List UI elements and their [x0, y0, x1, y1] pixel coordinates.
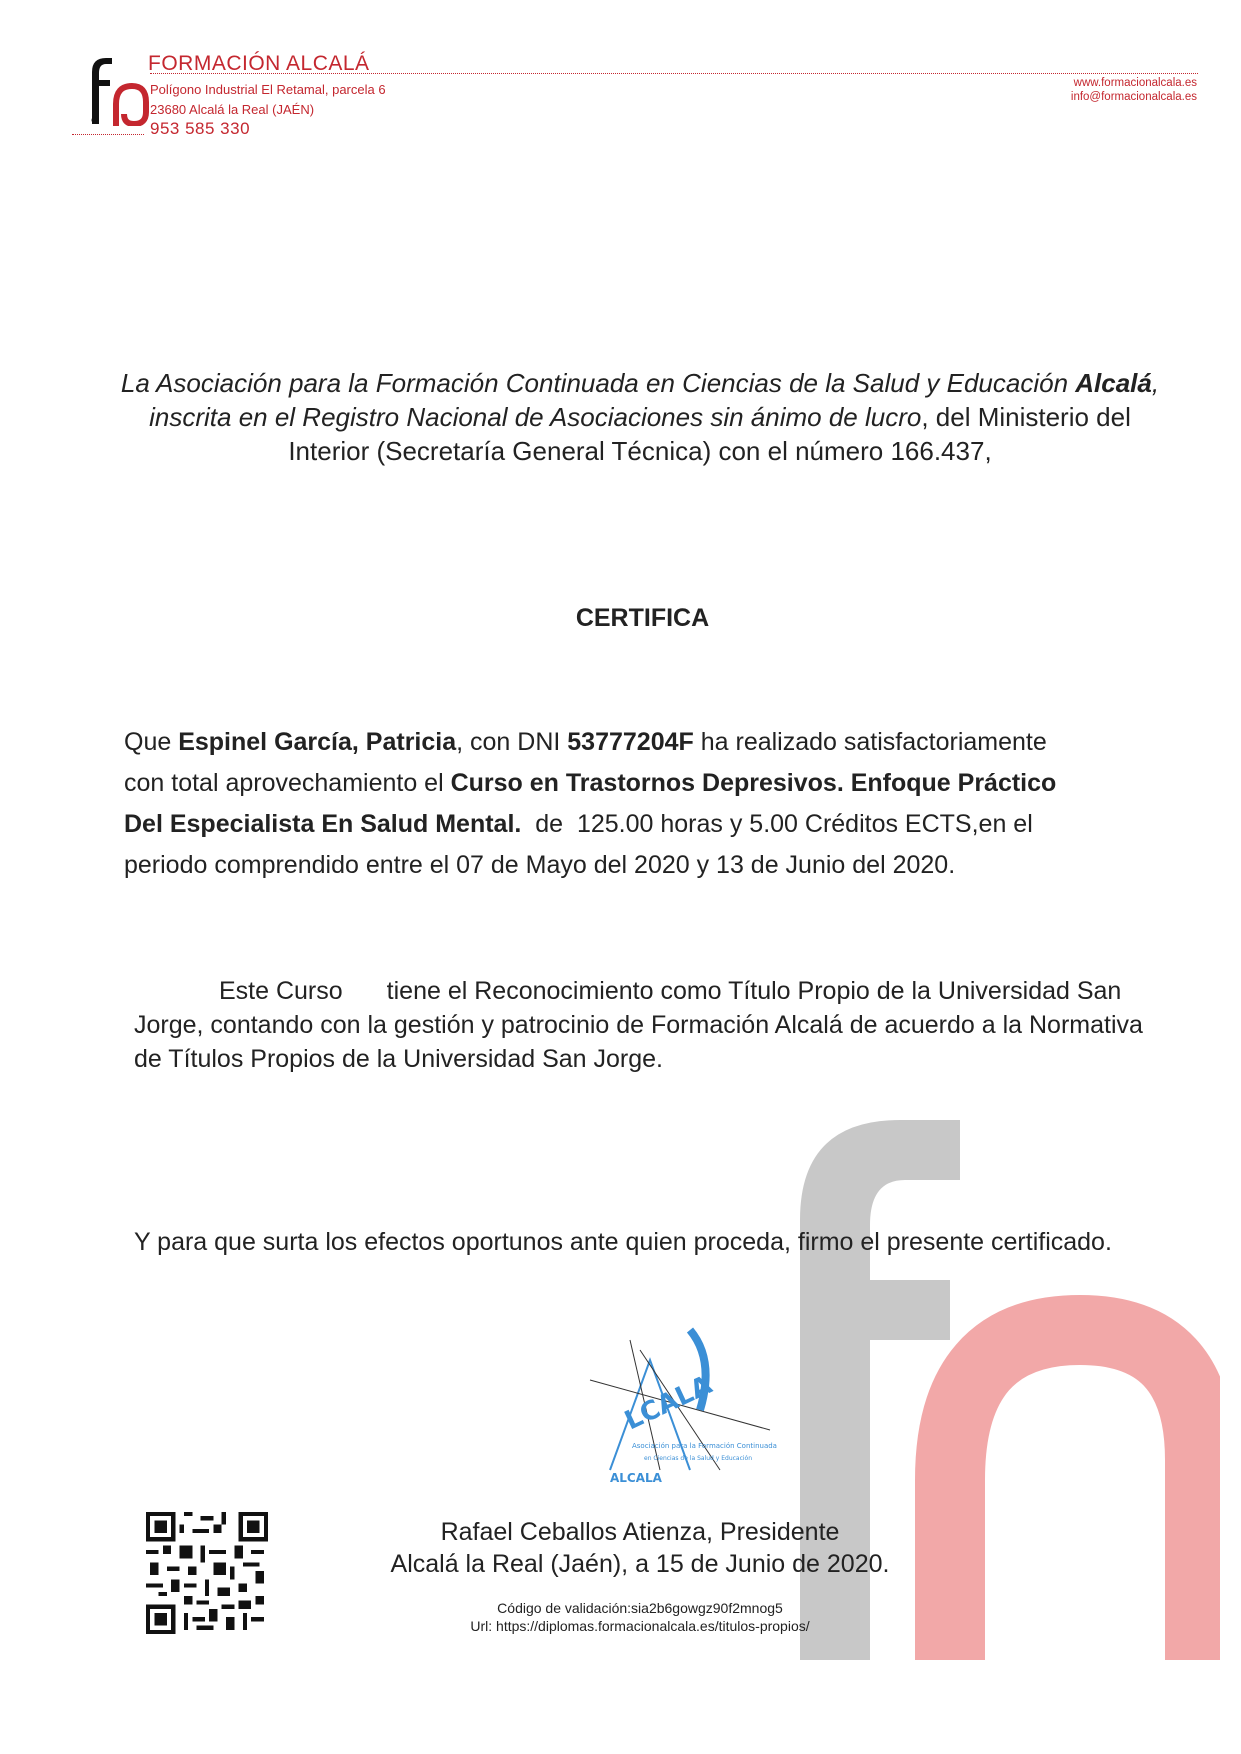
website-link[interactable]: www.formacionalcala.es — [1073, 77, 1197, 89]
org-address-line1: Polígono Industrial El Retamal, parcela 6 — [150, 82, 386, 97]
student-dni: 53777204F — [567, 728, 694, 756]
stamp-line2: en Ciencias de la Salud y Educación — [644, 1455, 753, 1462]
validation-url-line — [330, 1617, 950, 1635]
student-name: Espinel García, Patricia — [178, 728, 457, 756]
place-date: Alcalá la Real (Jaén), a 15 de Junio de 2020. — [390, 1550, 890, 1578]
intro-part3: , del Ministerio del Interior (Secretaría General Técnica) con el número 166.437, — [288, 402, 1131, 466]
course-hours: de 125.00 horas y 5.00 Créditos ECTS,en el periodo comprendido entre el 07 de Mayo del 2020 y 13 de Junio del 2020. — [124, 810, 1040, 879]
validation-qr-code[interactable] — [146, 1512, 268, 1634]
text-que: Que — [124, 728, 179, 756]
stamp-line1: Asociación para la Formación Continuada — [632, 1442, 777, 1450]
validation-code-line — [330, 1599, 950, 1617]
closing-paragraph: Y para que surta los efectos oportunos ante quien proceda, firmo el presente certificado. — [134, 1228, 1112, 1256]
header-divider-left — [72, 134, 144, 135]
validation-code: sia2b6gowgz90f2mnog5 — [631, 1600, 783, 1616]
org-address-line2: 23680 Alcalá la Real (JAÉN) — [150, 102, 315, 117]
svg-text:ALCALA: ALCALA — [610, 1471, 662, 1485]
recognition-paragraph — [134, 974, 1174, 1076]
header-divider — [150, 73, 1198, 74]
formacion-alcala-logo — [84, 54, 154, 126]
recognition-text: tiene el Reconocimiento como Título Propio de la Universidad San Jorge, contando con la gestión y patrocinio de Formación Alcalá de acuerdo a la Normativa de Títulos Propios de la Universidad San Jorge. — [134, 977, 1143, 1073]
certification-paragraph — [124, 722, 1094, 886]
dni-label: , con DNI — [456, 728, 568, 756]
validation-url[interactable]: https://diplomas.formacionalcala.es/titulos-propios/ — [496, 1618, 810, 1634]
intro-part2: , inscrita en el Registro Nacional de Asociaciones sin ánimo de lucro — [149, 368, 1160, 432]
association-stamp — [570, 1320, 800, 1490]
intro-bold-name: Alcalá — [1075, 368, 1152, 398]
email-link[interactable]: info@formacionalcala.es — [1070, 91, 1197, 103]
recognition-lead: Este Curso — [219, 977, 343, 1005]
course-title: Curso en Trastornos Depresivos. Enfoque Práctico Del Especialista En Salud Mental. — [124, 769, 1057, 838]
org-name: FORMACIÓN ALCALÁ — [148, 52, 370, 75]
signer-name: Rafael Ceballos Atienza, Presidente — [440, 1518, 840, 1546]
validation-code-label: Código de validación: — [497, 1600, 632, 1616]
text-after-dni: ha realizado satisfactoriamente con total aprovechamiento el — [124, 728, 1047, 797]
org-phone: 953 585 330 — [150, 119, 251, 138]
svg-text:LCALA: LCALA — [620, 1370, 717, 1437]
validation-block — [330, 1599, 950, 1635]
certifica-heading: CERTIFICA — [575, 604, 710, 632]
signature-block — [330, 1516, 950, 1580]
header-contact — [1071, 76, 1197, 104]
intro-paragraph — [120, 366, 1160, 468]
validation-url-label: Url: — [470, 1618, 497, 1634]
intro-part1: La Asociación para la Formación Continuada en Ciencias de la Salud y Educación — [120, 368, 1076, 398]
